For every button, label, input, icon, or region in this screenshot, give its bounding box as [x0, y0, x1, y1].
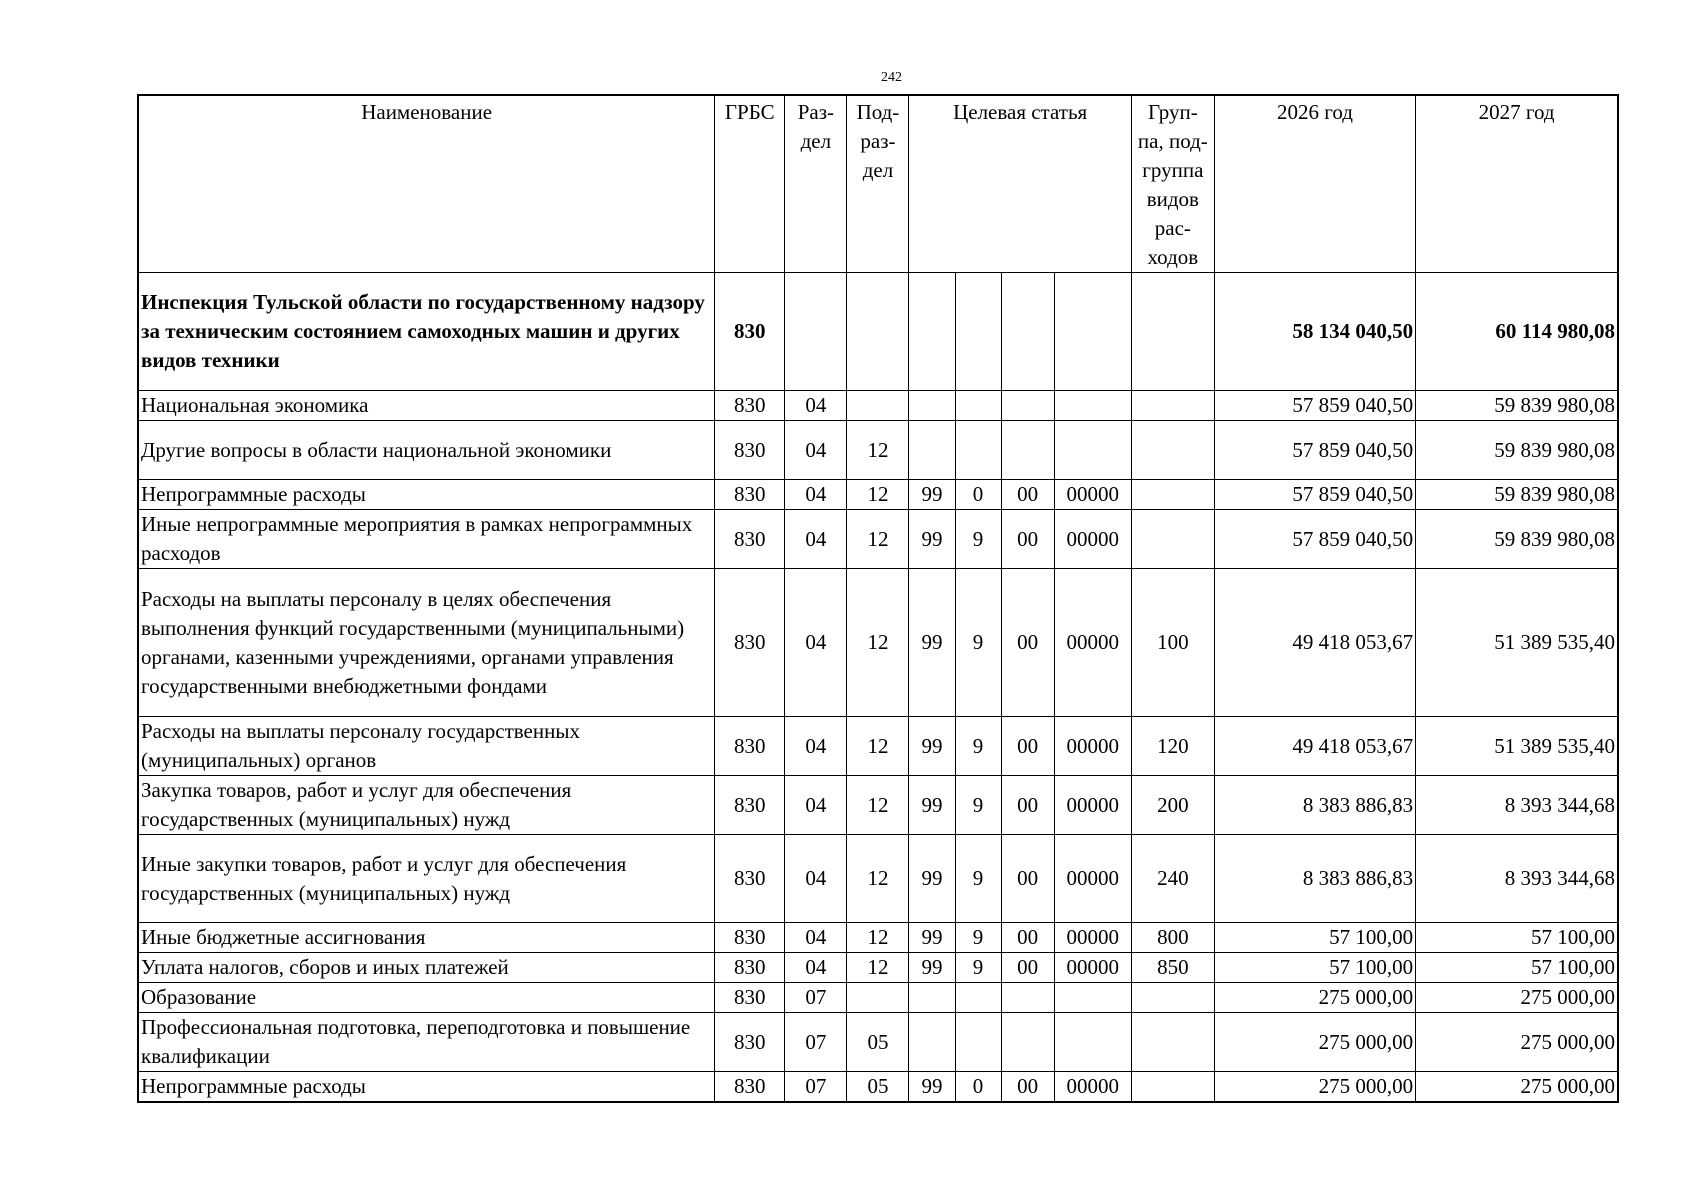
table-row — [138, 953, 1618, 983]
cell-celevaya-direction — [1054, 983, 1131, 1013]
cell-podrazdel — [847, 273, 909, 391]
cell-vid-rashodov: 850 — [1131, 953, 1214, 983]
cell-razdel: 04 — [785, 569, 847, 717]
cell-celevaya-program: 99 — [909, 923, 955, 953]
cell-amount-2027: 51 389 535,40 — [1416, 717, 1618, 776]
header-razdel: Раз- дел — [785, 95, 847, 273]
cell-grbs: 830 — [715, 273, 785, 391]
cell-grbs: 830 — [715, 391, 785, 421]
cell-vid-rashodov — [1131, 480, 1214, 510]
cell-grbs: 830 — [715, 480, 785, 510]
cell-amount-2026: 57 859 040,50 — [1214, 391, 1415, 421]
cell-name: Расходы на выплаты персоналу государственных (муниципальных) органов — [138, 717, 715, 776]
cell-name: Образование — [138, 983, 715, 1013]
cell-vid-rashodov — [1131, 983, 1214, 1013]
cell-celevaya-program: 99 — [909, 776, 955, 835]
cell-podrazdel: 12 — [847, 421, 909, 480]
cell-name: Иные непрограммные мероприятия в рамках непрограммных расходов — [138, 510, 715, 569]
cell-celevaya-direction: 00000 — [1054, 1072, 1131, 1103]
cell-grbs: 830 — [715, 1072, 785, 1103]
cell-celevaya-program: 99 — [909, 717, 955, 776]
cell-grbs: 830 — [715, 569, 785, 717]
cell-vid-rashodov: 100 — [1131, 569, 1214, 717]
cell-amount-2026: 49 418 053,67 — [1214, 569, 1415, 717]
header-name: Наименование — [138, 95, 715, 273]
table-row — [138, 835, 1618, 923]
cell-vid-rashodov: 240 — [1131, 835, 1214, 923]
cell-celevaya-type: 9 — [955, 510, 1001, 569]
cell-name: Иные закупки товаров, работ и услуг для обеспечения государственных (муниципальных) нужд — [138, 835, 715, 923]
cell-vid-rashodov — [1131, 273, 1214, 391]
header-gruppa-vidov-rashodov: Груп- па, под- группа видов рас- ходов — [1131, 95, 1214, 273]
budget-table — [137, 94, 1619, 1103]
cell-amount-2026: 57 859 040,50 — [1214, 421, 1415, 480]
cell-celevaya-type — [955, 983, 1001, 1013]
table-row — [138, 391, 1618, 421]
cell-name: Иные бюджетные ассигнования — [138, 923, 715, 953]
cell-name: Профессиональная подготовка, переподготовка и повышение квалификации — [138, 1013, 715, 1072]
cell-celevaya-direction: 00000 — [1054, 953, 1131, 983]
table-row — [138, 510, 1618, 569]
cell-celevaya-type — [955, 391, 1001, 421]
cell-razdel: 04 — [785, 510, 847, 569]
cell-name: Национальная экономика — [138, 391, 715, 421]
cell-razdel: 04 — [785, 391, 847, 421]
cell-celevaya-direction: 00000 — [1054, 835, 1131, 923]
cell-celevaya-direction — [1054, 273, 1131, 391]
cell-amount-2027: 59 839 980,08 — [1416, 480, 1618, 510]
cell-razdel: 04 — [785, 480, 847, 510]
cell-amount-2027: 275 000,00 — [1416, 1072, 1618, 1103]
cell-celevaya-main: 00 — [1001, 717, 1054, 776]
cell-name: Непрограммные расходы — [138, 1072, 715, 1103]
cell-amount-2026: 57 100,00 — [1214, 923, 1415, 953]
cell-razdel: 07 — [785, 983, 847, 1013]
cell-celevaya-program — [909, 273, 955, 391]
cell-celevaya-direction: 00000 — [1054, 717, 1131, 776]
table-row — [138, 1013, 1618, 1072]
cell-celevaya-main: 00 — [1001, 480, 1054, 510]
header-celevaya-statya: Целевая статья — [909, 95, 1131, 273]
cell-celevaya-direction: 00000 — [1054, 569, 1131, 717]
cell-celevaya-main — [1001, 273, 1054, 391]
cell-vid-rashodov: 120 — [1131, 717, 1214, 776]
header-2027: 2027 год — [1416, 95, 1618, 273]
cell-name: Непрограммные расходы — [138, 480, 715, 510]
cell-celevaya-direction — [1054, 1013, 1131, 1072]
cell-amount-2027: 275 000,00 — [1416, 1013, 1618, 1072]
cell-grbs: 830 — [715, 717, 785, 776]
table-row — [138, 1072, 1618, 1103]
cell-celevaya-type — [955, 273, 1001, 391]
cell-name: Расходы на выплаты персоналу в целях обеспечения выполнения функций государственными (муниципальными) органами, казенными учреждениями, органами управления государственными внебюджетными фондами — [138, 569, 715, 717]
cell-celevaya-program: 99 — [909, 1072, 955, 1103]
cell-amount-2027: 59 839 980,08 — [1416, 391, 1618, 421]
cell-name: Закупка товаров, работ и услуг для обеспечения государственных (муниципальных) нужд — [138, 776, 715, 835]
cell-amount-2026: 57 859 040,50 — [1214, 510, 1415, 569]
cell-grbs: 830 — [715, 835, 785, 923]
cell-celevaya-type: 9 — [955, 569, 1001, 717]
cell-celevaya-type — [955, 1013, 1001, 1072]
cell-celevaya-main: 00 — [1001, 953, 1054, 983]
cell-celevaya-type — [955, 421, 1001, 480]
cell-grbs: 830 — [715, 983, 785, 1013]
cell-celevaya-type: 0 — [955, 480, 1001, 510]
cell-amount-2027: 51 389 535,40 — [1416, 569, 1618, 717]
cell-celevaya-main — [1001, 983, 1054, 1013]
cell-amount-2027: 60 114 980,08 — [1416, 273, 1618, 391]
cell-grbs: 830 — [715, 1013, 785, 1072]
table-row — [138, 480, 1618, 510]
cell-celevaya-program — [909, 983, 955, 1013]
cell-celevaya-main: 00 — [1001, 776, 1054, 835]
cell-amount-2027: 8 393 344,68 — [1416, 776, 1618, 835]
cell-grbs: 830 — [715, 953, 785, 983]
cell-podrazdel: 12 — [847, 569, 909, 717]
cell-amount-2026: 57 100,00 — [1214, 953, 1415, 983]
header-grbs: ГРБС — [715, 95, 785, 273]
cell-name: Уплата налогов, сборов и иных платежей — [138, 953, 715, 983]
cell-vid-rashodov: 200 — [1131, 776, 1214, 835]
table-row — [138, 717, 1618, 776]
cell-razdel: 07 — [785, 1072, 847, 1103]
table-row — [138, 421, 1618, 480]
cell-name: Инспекция Тульской области по государственному надзору за техническим состоянием самоходных машин и других видов техники — [138, 273, 715, 391]
cell-celevaya-main — [1001, 1013, 1054, 1072]
cell-podrazdel — [847, 391, 909, 421]
table-row — [138, 923, 1618, 953]
table-row — [138, 983, 1618, 1013]
cell-podrazdel: 12 — [847, 717, 909, 776]
cell-celevaya-direction: 00000 — [1054, 480, 1131, 510]
cell-celevaya-program: 99 — [909, 953, 955, 983]
cell-celevaya-main — [1001, 421, 1054, 480]
table-row — [138, 569, 1618, 717]
cell-amount-2026: 275 000,00 — [1214, 983, 1415, 1013]
cell-celevaya-program: 99 — [909, 569, 955, 717]
cell-amount-2026: 58 134 040,50 — [1214, 273, 1415, 391]
cell-celevaya-type: 9 — [955, 953, 1001, 983]
cell-celevaya-direction: 00000 — [1054, 923, 1131, 953]
cell-celevaya-main: 00 — [1001, 923, 1054, 953]
cell-grbs: 830 — [715, 776, 785, 835]
cell-celevaya-program: 99 — [909, 510, 955, 569]
cell-celevaya-type: 0 — [955, 1072, 1001, 1103]
page-number: 242 — [881, 70, 902, 85]
cell-podrazdel: 12 — [847, 835, 909, 923]
cell-razdel: 04 — [785, 421, 847, 480]
cell-amount-2026: 275 000,00 — [1214, 1072, 1415, 1103]
cell-amount-2026: 275 000,00 — [1214, 1013, 1415, 1072]
cell-celevaya-main — [1001, 391, 1054, 421]
cell-amount-2027: 275 000,00 — [1416, 983, 1618, 1013]
cell-vid-rashodov — [1131, 510, 1214, 569]
cell-celevaya-type: 9 — [955, 717, 1001, 776]
cell-razdel: 07 — [785, 1013, 847, 1072]
table-header-row — [138, 95, 1618, 273]
cell-amount-2026: 57 859 040,50 — [1214, 480, 1415, 510]
cell-celevaya-program: 99 — [909, 835, 955, 923]
cell-celevaya-program — [909, 1013, 955, 1072]
cell-vid-rashodov — [1131, 391, 1214, 421]
cell-amount-2027: 8 393 344,68 — [1416, 835, 1618, 923]
table-row — [138, 273, 1618, 391]
cell-podrazdel: 05 — [847, 1072, 909, 1103]
cell-celevaya-type: 9 — [955, 923, 1001, 953]
cell-razdel: 04 — [785, 776, 847, 835]
cell-razdel: 04 — [785, 835, 847, 923]
cell-razdel — [785, 273, 847, 391]
header-podrazdel: Под- раз- дел — [847, 95, 909, 273]
cell-vid-rashodov — [1131, 1072, 1214, 1103]
cell-celevaya-program — [909, 391, 955, 421]
cell-podrazdel: 12 — [847, 923, 909, 953]
cell-celevaya-direction — [1054, 391, 1131, 421]
cell-podrazdel: 12 — [847, 953, 909, 983]
cell-celevaya-program: 99 — [909, 480, 955, 510]
cell-amount-2027: 59 839 980,08 — [1416, 421, 1618, 480]
cell-grbs: 830 — [715, 510, 785, 569]
cell-celevaya-type: 9 — [955, 835, 1001, 923]
cell-razdel: 04 — [785, 923, 847, 953]
cell-vid-rashodov — [1131, 421, 1214, 480]
cell-amount-2027: 57 100,00 — [1416, 953, 1618, 983]
cell-amount-2026: 8 383 886,83 — [1214, 835, 1415, 923]
cell-celevaya-main: 00 — [1001, 510, 1054, 569]
cell-razdel: 04 — [785, 717, 847, 776]
cell-celevaya-type: 9 — [955, 776, 1001, 835]
cell-grbs: 830 — [715, 923, 785, 953]
cell-name: Другие вопросы в области национальной экономики — [138, 421, 715, 480]
cell-grbs: 830 — [715, 421, 785, 480]
cell-podrazdel: 12 — [847, 510, 909, 569]
cell-podrazdel: 05 — [847, 1013, 909, 1072]
cell-celevaya-direction: 00000 — [1054, 510, 1131, 569]
cell-podrazdel: 12 — [847, 776, 909, 835]
cell-celevaya-direction — [1054, 421, 1131, 480]
cell-celevaya-main: 00 — [1001, 1072, 1054, 1103]
cell-razdel: 04 — [785, 953, 847, 983]
header-2026: 2026 год — [1214, 95, 1415, 273]
cell-amount-2027: 57 100,00 — [1416, 923, 1618, 953]
cell-podrazdel — [847, 983, 909, 1013]
cell-amount-2026: 8 383 886,83 — [1214, 776, 1415, 835]
cell-vid-rashodov: 800 — [1131, 923, 1214, 953]
cell-podrazdel: 12 — [847, 480, 909, 510]
cell-amount-2026: 49 418 053,67 — [1214, 717, 1415, 776]
cell-vid-rashodov — [1131, 1013, 1214, 1072]
cell-celevaya-main: 00 — [1001, 569, 1054, 717]
cell-celevaya-main: 00 — [1001, 835, 1054, 923]
cell-celevaya-direction: 00000 — [1054, 776, 1131, 835]
cell-celevaya-program — [909, 421, 955, 480]
table-row — [138, 776, 1618, 835]
cell-amount-2027: 59 839 980,08 — [1416, 510, 1618, 569]
